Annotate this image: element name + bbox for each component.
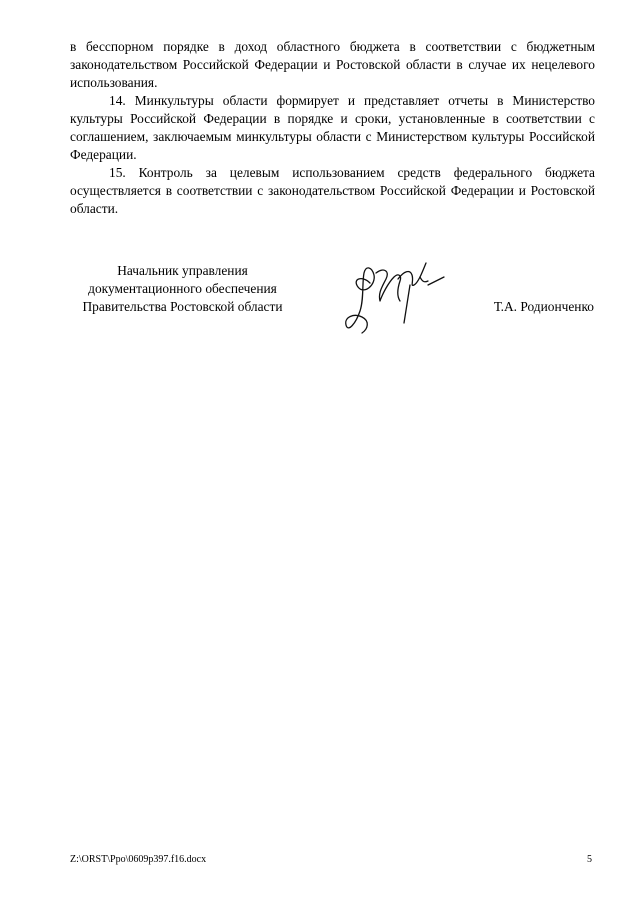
handwritten-signature — [340, 255, 450, 340]
page-number: 5 — [587, 854, 592, 865]
signatory-title-line-3: Правительства Ростовской области — [82, 299, 283, 314]
body-text — [70, 38, 595, 218]
footer-file-path: Z:\ORST\Ppo\0609p397.f16.docx — [70, 854, 207, 865]
paragraph-14: 14. Минкультуры области формирует и представляет отчеты в Министерство культуры Российской Федерации в порядке и сроки, установленные в соответствии с соглашением, заключаемым минкультуры области с Министерством культуры Российской Федерации. — [70, 93, 595, 162]
paragraph-15: 15. Контроль за целевым использованием средств федерального бюджета осуществляется в соответствии с законодательством Российской Федерации и Ростовской области. — [70, 165, 595, 216]
signatory-title-line-2: документационного обеспечения — [88, 281, 277, 296]
signatory-title-line-1: Начальник управления — [117, 263, 248, 278]
signatory-title — [60, 262, 305, 316]
paragraph-continuation: в бесспорном порядке в доход областного бюджета в соответствии с бюджетным законодательством Российской Федерации и Ростовской области в случае их нецелевого использования. — [70, 39, 595, 90]
signer-name: Т.А. Родионченко — [493, 299, 594, 314]
